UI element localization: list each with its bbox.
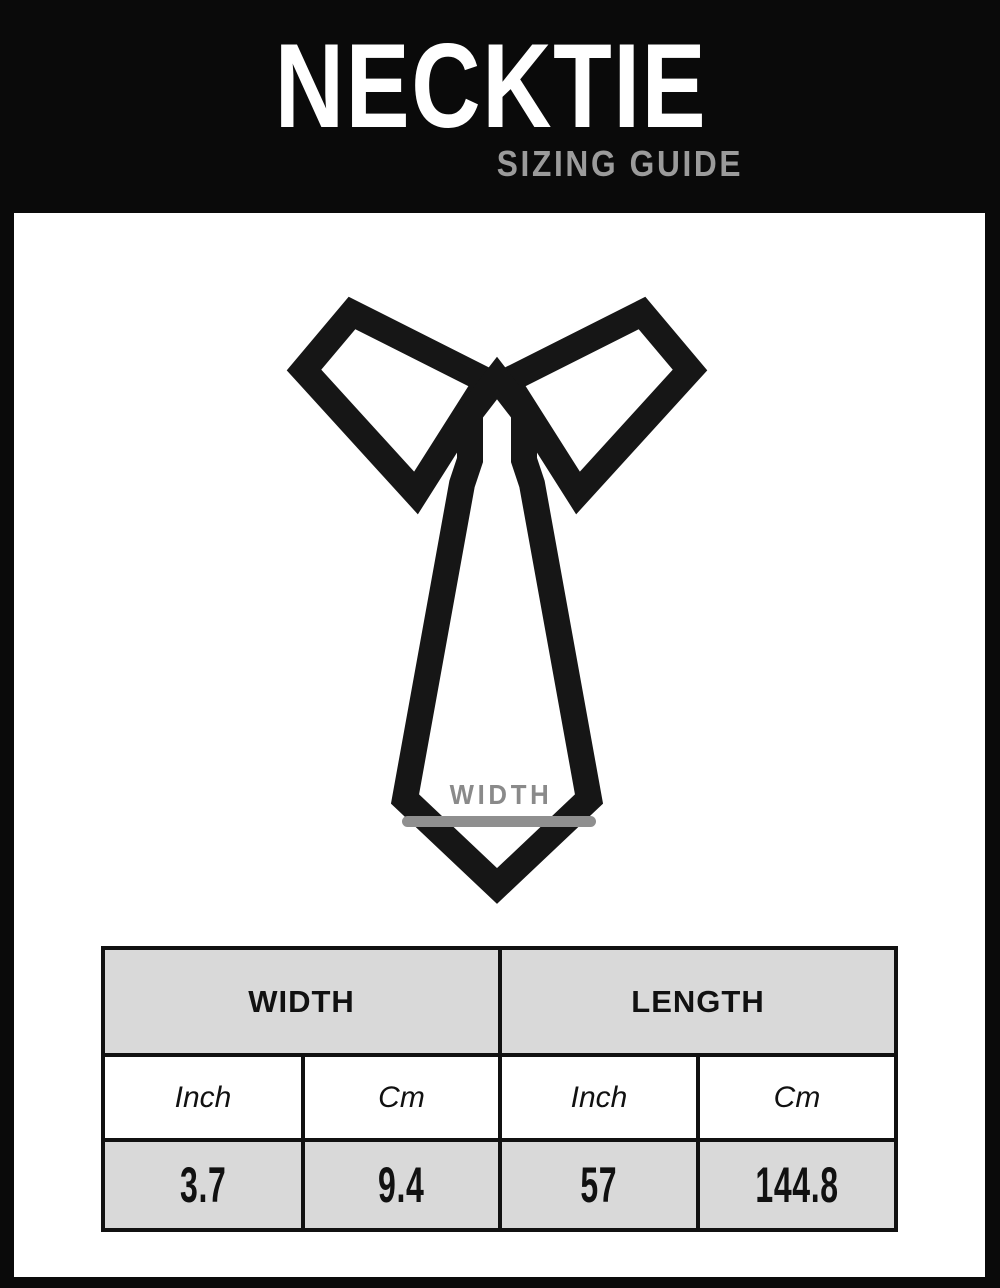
value-cell-width-cm	[303, 1140, 500, 1230]
value-cell-length-inch	[500, 1140, 698, 1230]
value-length-cm: 144.8	[755, 1157, 839, 1213]
table-header-length: LENGTH	[500, 948, 896, 1055]
table-values-row	[103, 1140, 896, 1230]
value-cell-width-inch	[103, 1140, 303, 1230]
width-measure-bar	[402, 816, 596, 827]
tie-width-label: WIDTH	[449, 779, 553, 810]
unit-cell-width-inch: Inch	[103, 1055, 303, 1140]
value-cell-length-cm	[698, 1140, 896, 1230]
value-length-inch: 57	[580, 1157, 618, 1213]
unit-cell-width-cm: Cm	[303, 1055, 500, 1140]
unit-cell-length-inch: Inch	[500, 1055, 698, 1140]
tie-width-label-wrap	[445, 781, 557, 809]
table-header-width: WIDTH	[103, 948, 500, 1055]
table-header-row	[103, 948, 896, 1055]
table-units-row	[103, 1055, 896, 1140]
page-title: NECKTIE	[274, 19, 708, 153]
value-width-cm: 9.4	[378, 1157, 425, 1213]
unit-cell-length-cm: Cm	[698, 1055, 896, 1140]
page-subtitle: SIZING GUIDE	[496, 143, 744, 184]
sizing-table	[101, 946, 898, 1232]
value-width-inch: 3.7	[179, 1157, 227, 1213]
